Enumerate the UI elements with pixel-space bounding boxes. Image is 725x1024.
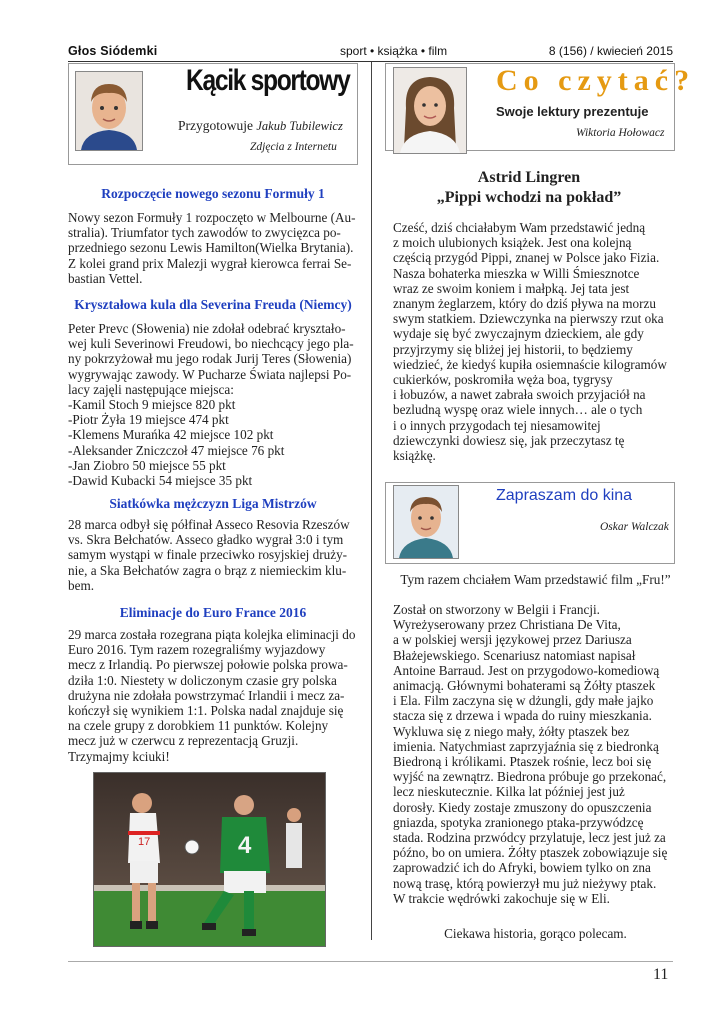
- text-line: -Klemens Murańka 42 miejsce 102 pkt: [68, 427, 274, 443]
- text-line: lacy zajęli następujące miejsca:: [68, 381, 234, 397]
- text-line: Peter Prevc (Słowenia) nie zdołał odebrać kryształo-: [68, 321, 346, 336]
- jersey-number-4: 4: [238, 832, 252, 859]
- footer-rule: [68, 961, 673, 962]
- text-line: dziła 1:0. Niestety w doliczonym czasie gry polska: [68, 672, 337, 688]
- text-line: samym wystąpi w finale przeciwko rosyjskiej druży-: [68, 547, 348, 563]
- text-line: -Piotr Żyła 19 miejsce 474 pkt: [68, 412, 229, 428]
- text-line: Euro 2016. Tym razem rozegraliśmy wyjazdowy: [68, 642, 326, 658]
- text-line: bem.: [68, 577, 95, 593]
- text-line: 28 marca odbył się półfinał Asseco Resovia Rzeszów: [68, 517, 350, 532]
- text-line: książkę.: [393, 448, 436, 464]
- text-line: stada. Rodzina przwódcy przylatuje, lecz jest już za: [393, 830, 666, 846]
- text-line: a w polskiej wersji językowej przez Dariusza: [393, 632, 632, 648]
- text-line: Został on stworzony w Belgii i Francji.: [393, 602, 600, 617]
- text-line: wraz ze swoim koniem i małpką. Jej tata jest: [393, 280, 630, 296]
- text-line: Nowy sezon Formuły 1 rozpoczęto w Melbourne (Au-: [68, 210, 356, 225]
- book-title: „Pippi wchodzi na pokład”: [436, 189, 622, 206]
- text-line: -Aleksander Zniczczoł 47 miejsce 76 pkt: [68, 442, 285, 458]
- text-line: wiedzieć, że kiedyś kupiła osiemnaście kilogramów: [393, 356, 667, 372]
- text-line: dziewczynki dowiesz się, jak przeczytasz tę: [393, 432, 625, 448]
- text-line: zaprowadzić ich do Afryki, bowiem tylko on zna: [393, 860, 651, 876]
- text-line: gniazda, spotyka zranionego ptaka-przywódzcę: [393, 814, 644, 830]
- text-line: -Kamil Stoch 9 miejsce 820 pkt: [68, 397, 236, 413]
- text-line: i łobuzów, a nawet zabrała swoich przyjaciół na: [393, 387, 646, 403]
- text-line: Cześć, dziś chciałabym Wam przedstawić jedną: [393, 220, 646, 235]
- author-photo-jakub: [75, 71, 143, 151]
- text-line: i Ela. Film zaczyna się w dżungli, gdy małe jajko: [393, 693, 654, 709]
- football-match-photo: [93, 772, 326, 947]
- text-line: -Dawid Kubacki 54 miejsce 35 pkt: [68, 473, 253, 489]
- text-line: swym statkiem. Dziewczynka na pierwszy rzut oka: [393, 311, 664, 327]
- text-line: nową trasę, którą powierzył mu już nieżywy ptak.: [393, 875, 657, 891]
- text-line: wydaje się być zwyczajnym dzieckiem, ale gdy: [393, 326, 644, 342]
- author-photo-oskar: [393, 485, 459, 559]
- text-line: Z kolei grand prix Malezji wygrał kierowca ferrai Se-: [68, 255, 352, 271]
- sports-section-title: Kącik sportowy: [186, 64, 350, 97]
- text-line: Błażejewskiego. Scenariusz natomiast napisał: [393, 647, 636, 663]
- books-section-title: Co czytać?: [496, 64, 696, 97]
- jersey-number-17: 17: [138, 836, 151, 848]
- article-title-ski: Kryształowa kula dla Severina Freuda (Niemcy): [74, 297, 352, 312]
- film-outro-wrap: [393, 926, 678, 941]
- text-line: znanym żeglarzem, który do dziś pływa na morzu: [393, 296, 656, 312]
- text-line: Biedroną i królikami. Ptaszek rośnie, lecz boi się: [393, 754, 652, 770]
- text-line: późno, bo on umiera. Żółty ptaszek zobowiązuje się: [393, 845, 668, 861]
- article-body-ski: [68, 321, 358, 488]
- photos-credit: Zdjęcia z Internetu: [250, 141, 337, 153]
- text-line: dorosły. Kiedy zostaje zmuszony do opuszczenia: [393, 799, 652, 815]
- prepared-by: [178, 118, 343, 134]
- text-line: mecz z Irlandią. Po pierwszej połowie polska prowa-: [68, 657, 348, 673]
- text-line: imienia. Natychmiast zaprzyjaźnia się z biedronką: [393, 738, 659, 754]
- article-body-volleyball: [68, 517, 358, 593]
- article-title-volleyball: Siatkówka mężczyzn Liga Mistrzów: [109, 496, 317, 511]
- text-line: i o innych przygodach tej niesamowitej: [393, 417, 601, 433]
- issue-info: 8 (156) / kwiecień 2015: [548, 44, 673, 58]
- books-author: Wiktoria Hołowacz: [576, 127, 665, 139]
- text-line: Antoine Barraud. Jest on przygodowo-komediową: [393, 662, 660, 678]
- book-author: Astrid Lingren: [477, 169, 581, 186]
- article-body-euro: [68, 627, 358, 764]
- text-line: nie, a Ska Bełchatów zagra o brąz z niemieckim klu-: [68, 562, 347, 578]
- article-body-f1: [68, 210, 358, 286]
- page-header: [68, 44, 673, 62]
- text-line: przyjrzymy się bliżej jej historii, to będziemy: [393, 341, 633, 357]
- prepared-by-label: Przygotowuje: [178, 118, 253, 133]
- text-line: stacza się z drzewa i wpada do ruiny mieszkania.: [393, 708, 652, 724]
- text-line: animacją. Głównymi bohaterami są Żółty ptaszek: [393, 678, 656, 694]
- article-title-f1: Rozpoczęcie nowego sezonu Formuły 1: [101, 186, 325, 201]
- film-author: Oskar Walczak: [600, 521, 669, 533]
- text-line: cukierków, poskromiła węża boa, tygrysy: [393, 372, 613, 388]
- text-line: kończył się wynikiem 1:1. Polska nadal znajduje się: [68, 703, 344, 719]
- film-intro-wrap: [393, 572, 678, 587]
- text-line: Nasza bohaterka mieszka w Willi Śmiesznotce: [393, 265, 640, 281]
- text-line: stralia). Triumfator tych zawodów to zwycięzca po-: [68, 225, 341, 241]
- text-line: drużyna nie zdołała powstrzymać Irlandii i mecz za-: [68, 687, 345, 703]
- text-line: z moich ulubionych książek. Jest ona kolejną: [393, 235, 632, 251]
- text-line: lecz nieskutecznie. Kilka lat później jest już: [393, 784, 625, 800]
- film-intro: Tym razem chciałem Wam przedstawić film „Fru!”: [400, 572, 671, 587]
- books-subtitle: Swoje lektury prezentuje: [496, 104, 649, 119]
- text-line: wyjść na zewnątrz. Biedrona próbuje go przekonać,: [393, 769, 667, 785]
- author-photo-wiktoria: [393, 67, 467, 154]
- text-line: ny pokrzyżował mu jego rodak Jurij Teres (Słowenia): [68, 351, 352, 367]
- text-line: 29 marca została rozegrana piąta kolejka eliminacji do: [68, 627, 356, 642]
- text-line: wygrywając zawody. W Pucharze Świata najlepsi Po-: [68, 366, 352, 382]
- text-line: Wykluwa się z niego mały, żółty ptaszek bez: [393, 723, 630, 739]
- text-line: częścią przygód Pippi, znanej w Polsce jako Fizia.: [393, 250, 660, 266]
- text-line: Wyreżyserowany przez Christiana De Vita,: [393, 617, 621, 633]
- text-line: vs. Skra Bełchatów. Asseco gładko wygrał 3:0 i tym: [68, 532, 344, 548]
- text-line: Trzymajmy kciuki!: [68, 748, 170, 764]
- text-line: W trakcie wędrówki zakochuje się w Eli.: [393, 890, 610, 906]
- film-outro: Ciekawa historia, gorąco polecam.: [444, 926, 627, 941]
- page-number: 11: [653, 966, 669, 983]
- text-line: przedniego sezonu Lewis Hamilton(Wielka Brytania).: [68, 240, 354, 256]
- text-line: na czele grupy z dorobkiem 11 punktów. Kolejny: [68, 718, 329, 734]
- publication-name: Głos Siódemki: [68, 44, 158, 58]
- film-review-body: [393, 602, 678, 906]
- text-line: bezludną wyspę oraz wiele innych… ale o tych: [393, 402, 643, 418]
- text-line: -Jan Ziobro 50 miejsce 55 pkt: [68, 457, 226, 473]
- sports-author: Jakub Tubilewicz: [256, 119, 343, 133]
- book-heading: [385, 168, 673, 208]
- text-line: wej kuli Severinowi Freudowi, bo niechcący jego pla-: [68, 336, 354, 352]
- column-divider: [371, 62, 372, 940]
- article-title-euro: Eliminacje do Euro France 2016: [119, 605, 307, 620]
- book-review-body: [393, 220, 678, 463]
- text-line: bastian Vettel.: [68, 270, 143, 286]
- film-section-title: Zapraszam do kina: [496, 487, 633, 504]
- text-line: mecz już w czerwcu z reprezentacją Gruzji.: [68, 733, 299, 749]
- section-tags: sport • książka • film: [340, 44, 448, 58]
